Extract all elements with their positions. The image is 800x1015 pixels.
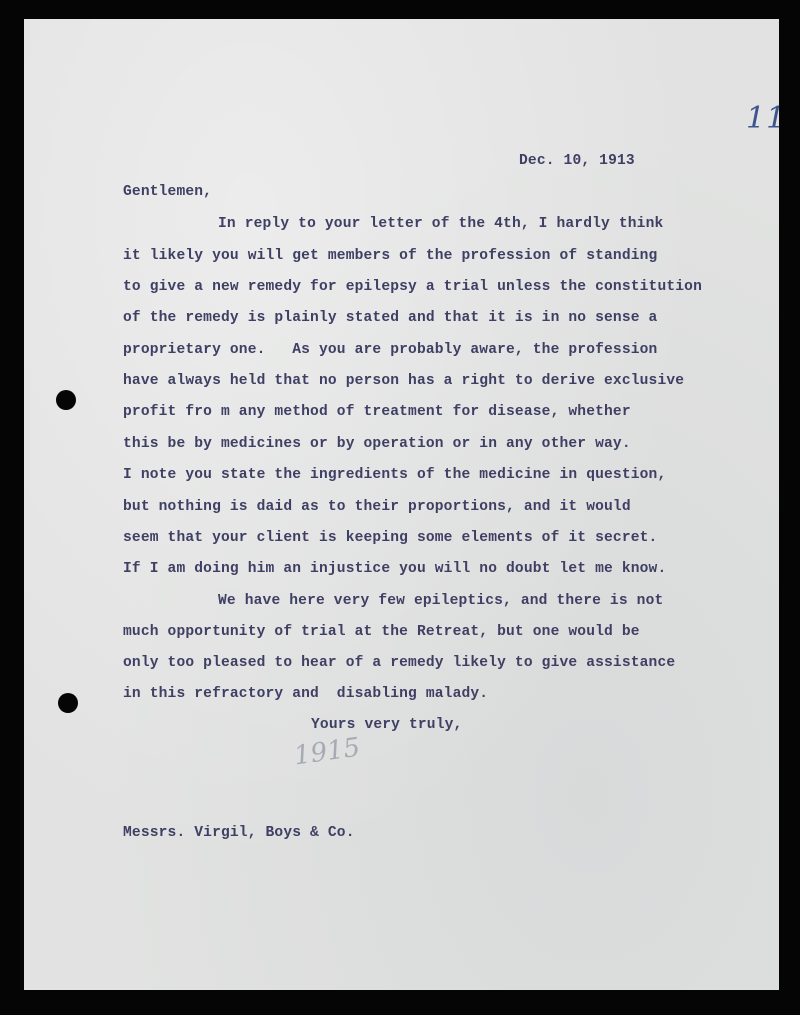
body-line: only too pleased to hear of a remedy likely to give assistance bbox=[123, 655, 676, 671]
punch-hole-upper bbox=[56, 390, 76, 410]
body-line: to give a new remedy for epilepsy a trial unless the constitution bbox=[123, 279, 702, 295]
folio-number: 11 bbox=[746, 101, 787, 136]
body-line: In reply to your letter of the 4th, I hardly think bbox=[218, 216, 664, 232]
body-line: this be by medicines or by operation or in any other way. bbox=[123, 436, 631, 452]
body-line: seem that your client is keeping some elements of it secret. bbox=[123, 530, 658, 546]
punch-hole-lower bbox=[58, 693, 78, 713]
body-line: I note you state the ingredients of the medicine in question, bbox=[123, 467, 667, 483]
body-line: profit fro m any method of treatment for disease, whether bbox=[123, 404, 631, 420]
body-line: of the remedy is plainly stated and that it is in no sense a bbox=[123, 310, 658, 326]
letter-date: Dec. 10, 1913 bbox=[519, 153, 635, 169]
letter-page bbox=[24, 19, 787, 990]
body-line: it likely you will get members of the profession of standing bbox=[123, 248, 658, 264]
salutation: Gentlemen, bbox=[123, 184, 213, 200]
body-line: much opportunity of trial at the Retreat, but one would be bbox=[123, 624, 640, 640]
closing: Yours very truly, bbox=[311, 717, 463, 733]
body-line: have always held that no person has a right to derive exclusive bbox=[123, 373, 685, 389]
body-line: in this refractory and disabling malady. bbox=[123, 686, 489, 702]
body-line: but nothing is daid as to their proportions, and it would bbox=[123, 499, 631, 515]
body-line: proprietary one. As you are probably aware, the profession bbox=[123, 342, 658, 358]
addressee: Messrs. Virgil, Boys & Co. bbox=[123, 825, 355, 841]
body-line: We have here very few epileptics, and there is not bbox=[218, 593, 664, 609]
pencil-annotation: 1915 bbox=[292, 732, 362, 772]
body-line: If I am doing him an injustice you will no doubt let me know. bbox=[123, 561, 667, 577]
